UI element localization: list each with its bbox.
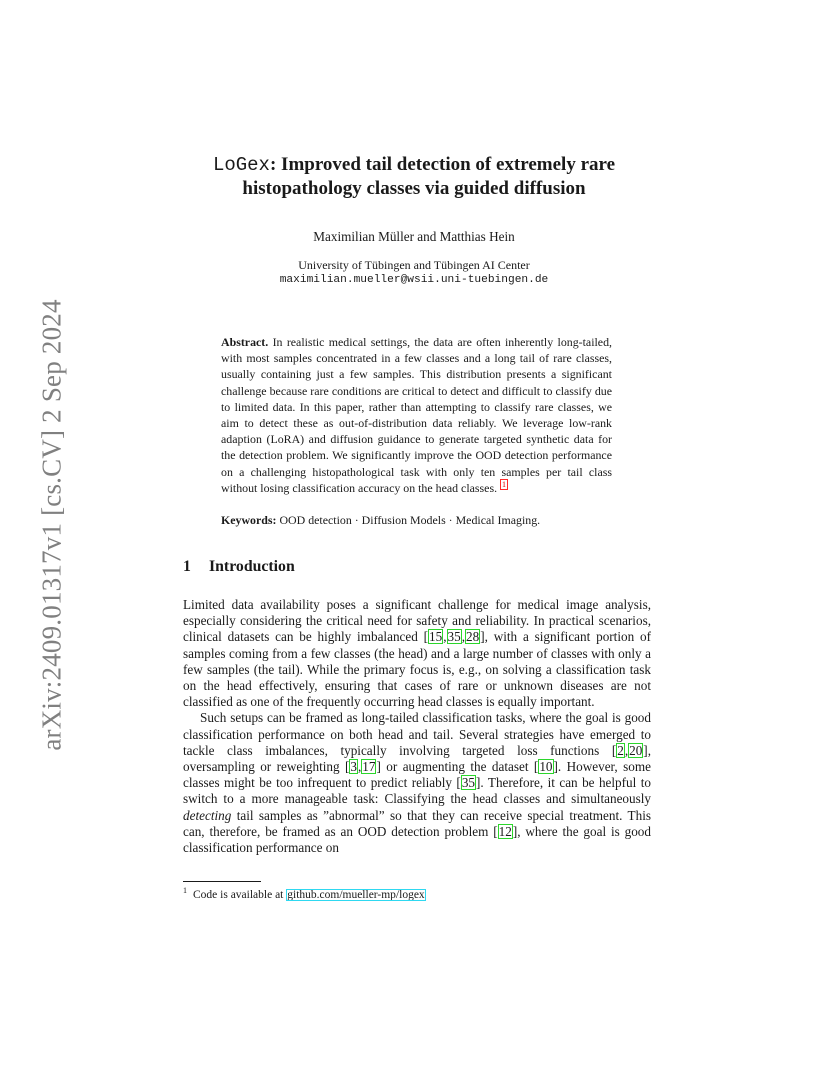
footnote-text: Code is available at (193, 888, 287, 901)
citation-link[interactable]: 10 (539, 759, 553, 775)
citation-link[interactable]: 17 (362, 759, 376, 775)
text-run: tail samples as ”abnormal” so that they can receive special treatment. This can, therefore, be framed as an OOD detection problem [ (183, 807, 651, 839)
authors: Maximilian Müller and Matthias Hein (313, 229, 515, 244)
text-run: , (624, 742, 629, 758)
keywords-text: OOD detection · Diffusion Models · Medical Imaging. (279, 513, 541, 527)
abstract-label: Abstract. (221, 335, 269, 349)
keywords-label: Keywords: (221, 513, 277, 527)
footnote-rule (183, 881, 261, 882)
abstract-text: In realistic medical settings, the data are often inherently long-tailed, with most samples concentrated in a few classes and a long tail of rare classes, usually containing just a few samples. This distribution presents a significant challenge because rare conditions are critical to detect and difficult to classify due to limited data. In this paper, rather than attempting to classify rare classes, we aim to detect these as out-of-distribution data reliably. We leverage low-rank adaption (LoRA) and diffusion guidance to generate targeted synthetic data for the detection problem. We significantly improve the OOD detection performance on a challenging histopathological task with only ten samples per tail class without losing classification accuracy on the head classes. (221, 335, 612, 495)
footnote-mark: 1 (183, 886, 187, 895)
paper-title (140, 153, 688, 201)
citation-link[interactable]: 12 (498, 823, 512, 839)
paragraph-2 (183, 710, 651, 856)
email[interactable]: maximilian.mueller@wsii.uni-tuebingen.de (279, 274, 549, 286)
text-run: Such setups can be framed as long-tailed classification tasks, where the goal is good classification performance on both head and tail. Several strategies have emerged to tackle class imbalances, typically involving targeted loss functions [ (183, 710, 651, 758)
keywords (221, 513, 621, 528)
arxiv-watermark: arXiv:2409.01317v1 [cs.CV] 2 Sep 2024 (36, 299, 67, 751)
citation-link[interactable]: 20 (629, 742, 643, 758)
text-run: ], oversampling or reweighting [ (183, 742, 651, 775)
title-line1: : Improved tail detection of extremely rare (269, 154, 616, 175)
footnote-ref[interactable]: 1 (502, 479, 507, 489)
code-link[interactable]: github.com/mueller-mp/logex (287, 888, 425, 901)
text-run: , (358, 759, 362, 775)
section-title: Introduction (209, 558, 295, 575)
text-run: ], where the goal is good classification performance on (183, 823, 651, 856)
text-run: , (443, 629, 447, 645)
citation-link[interactable]: 2 (617, 742, 624, 758)
text-run: ], with a significant portion of samples coming from a few classes (the head) and a large number of classes with only a few samples (the tail). While the primary focus is, e.g., on solving a classification task on the head effectively, ensuring that cases of rare or unknown diseases are not classified as one of the frequently occurring head classes is equally important. (183, 629, 651, 710)
title-line2: histopathology classes via guided diffusion (242, 178, 586, 199)
citation-link[interactable]: 15 (429, 629, 443, 645)
title-method-name: LoGex (212, 154, 270, 176)
citation-link[interactable]: 3 (350, 759, 357, 775)
abstract (221, 334, 612, 496)
citation-link[interactable]: 35 (447, 629, 461, 645)
body-text (183, 597, 651, 856)
citation-link[interactable]: 35 (461, 775, 476, 791)
text-run: ]. However, some classes might be too infrequent to predict reliably [ (183, 759, 651, 791)
paragraph-1 (183, 597, 651, 710)
section-heading (183, 558, 295, 576)
text-run: Limited data availability poses a significant challenge for medical image analysis, especially considering the critical need for safety and reliability. In practical scenarios, clinical datasets can be highly imbalanced [ (183, 597, 651, 645)
affiliation: University of Tübingen and Tübingen AI Center (298, 258, 530, 272)
footnote (183, 886, 426, 901)
citation-link[interactable]: 28 (466, 629, 480, 645)
text-run: , (461, 629, 466, 645)
text-run: ] or augmenting the dataset [ (376, 759, 539, 775)
text-run: ]. Therefore, it can be helpful to switch to a more manageable task: Classifying the head classes and simultaneously (183, 775, 651, 807)
section-number: 1 (183, 558, 191, 575)
emphasis: detecting (183, 807, 232, 823)
